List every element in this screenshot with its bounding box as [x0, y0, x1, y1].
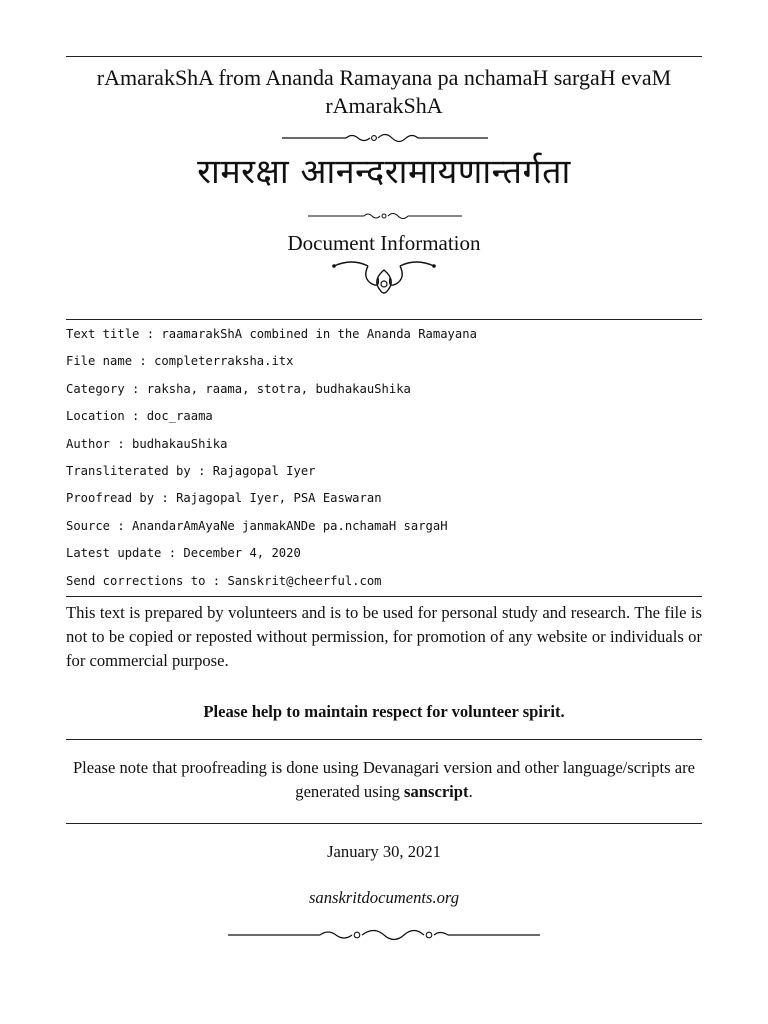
section-heading: Document Information	[287, 231, 481, 255]
info-row-author: Author : budhakauShika	[66, 436, 228, 451]
document-info-list	[66, 326, 702, 600]
info-row-send-corrections: Send corrections to : Sanskrit@cheerful.com	[66, 573, 382, 588]
ornament-divider-icon	[228, 926, 540, 944]
volunteer-spirit-note: Please help to maintain respect for volunteer spirit.	[203, 702, 565, 721]
document-title: rAmarakShA from Ananda Ramayana pa nchamaH sargaH evaM rAmarakShA	[96, 65, 672, 118]
info-row-proofread-by: Proofread by : Rajagopal Iyer, PSA Easwaran	[66, 491, 382, 506]
info-row-file-name: File name : completerraksha.itx	[66, 354, 294, 369]
sanscript-term: sanscript	[404, 782, 469, 801]
devanagari-title: रामरक्षा आनन्दरामायणान्तर्गता	[197, 152, 571, 192]
document-date: January 30, 2021	[327, 842, 441, 861]
info-bottom-rule	[66, 596, 702, 597]
info-top-rule	[66, 319, 702, 320]
info-row-latest-update: Latest update : December 4, 2020	[66, 546, 301, 561]
usage-notice: This text is prepared by volunteers and is to be used for personal study and research. The file is not to be copied or reposted without permission, for promotion of any website or individuals or for commercial purpose.	[66, 603, 702, 670]
info-row-source: Source : AnandarAmAyaNe janmakANDe pa.nchamaH sargaH	[66, 518, 448, 533]
info-row-location: Location : doc_raama	[66, 409, 213, 424]
info-row-text-title: Text title : raamarakShA combined in the Ananda Ramayana	[66, 327, 477, 341]
site-name: sanskritdocuments.org	[308, 888, 460, 907]
top-rule	[66, 56, 702, 57]
ornament-divider-icon	[308, 210, 462, 222]
ornament-divider-icon	[282, 130, 488, 146]
info-row-transliterated-by: Transliterated by : Rajagopal Iyer	[66, 463, 316, 478]
flourish-ornament-icon	[332, 256, 436, 300]
info-row-category: Category : raksha, raama, stotra, budhakauShika	[66, 381, 411, 396]
note-top-rule	[66, 739, 702, 740]
proofreading-note: Please note that proofreading is done using Devanagari version and other language/scripts are generated using sanscript.	[72, 758, 696, 801]
note-bottom-rule	[66, 823, 702, 824]
